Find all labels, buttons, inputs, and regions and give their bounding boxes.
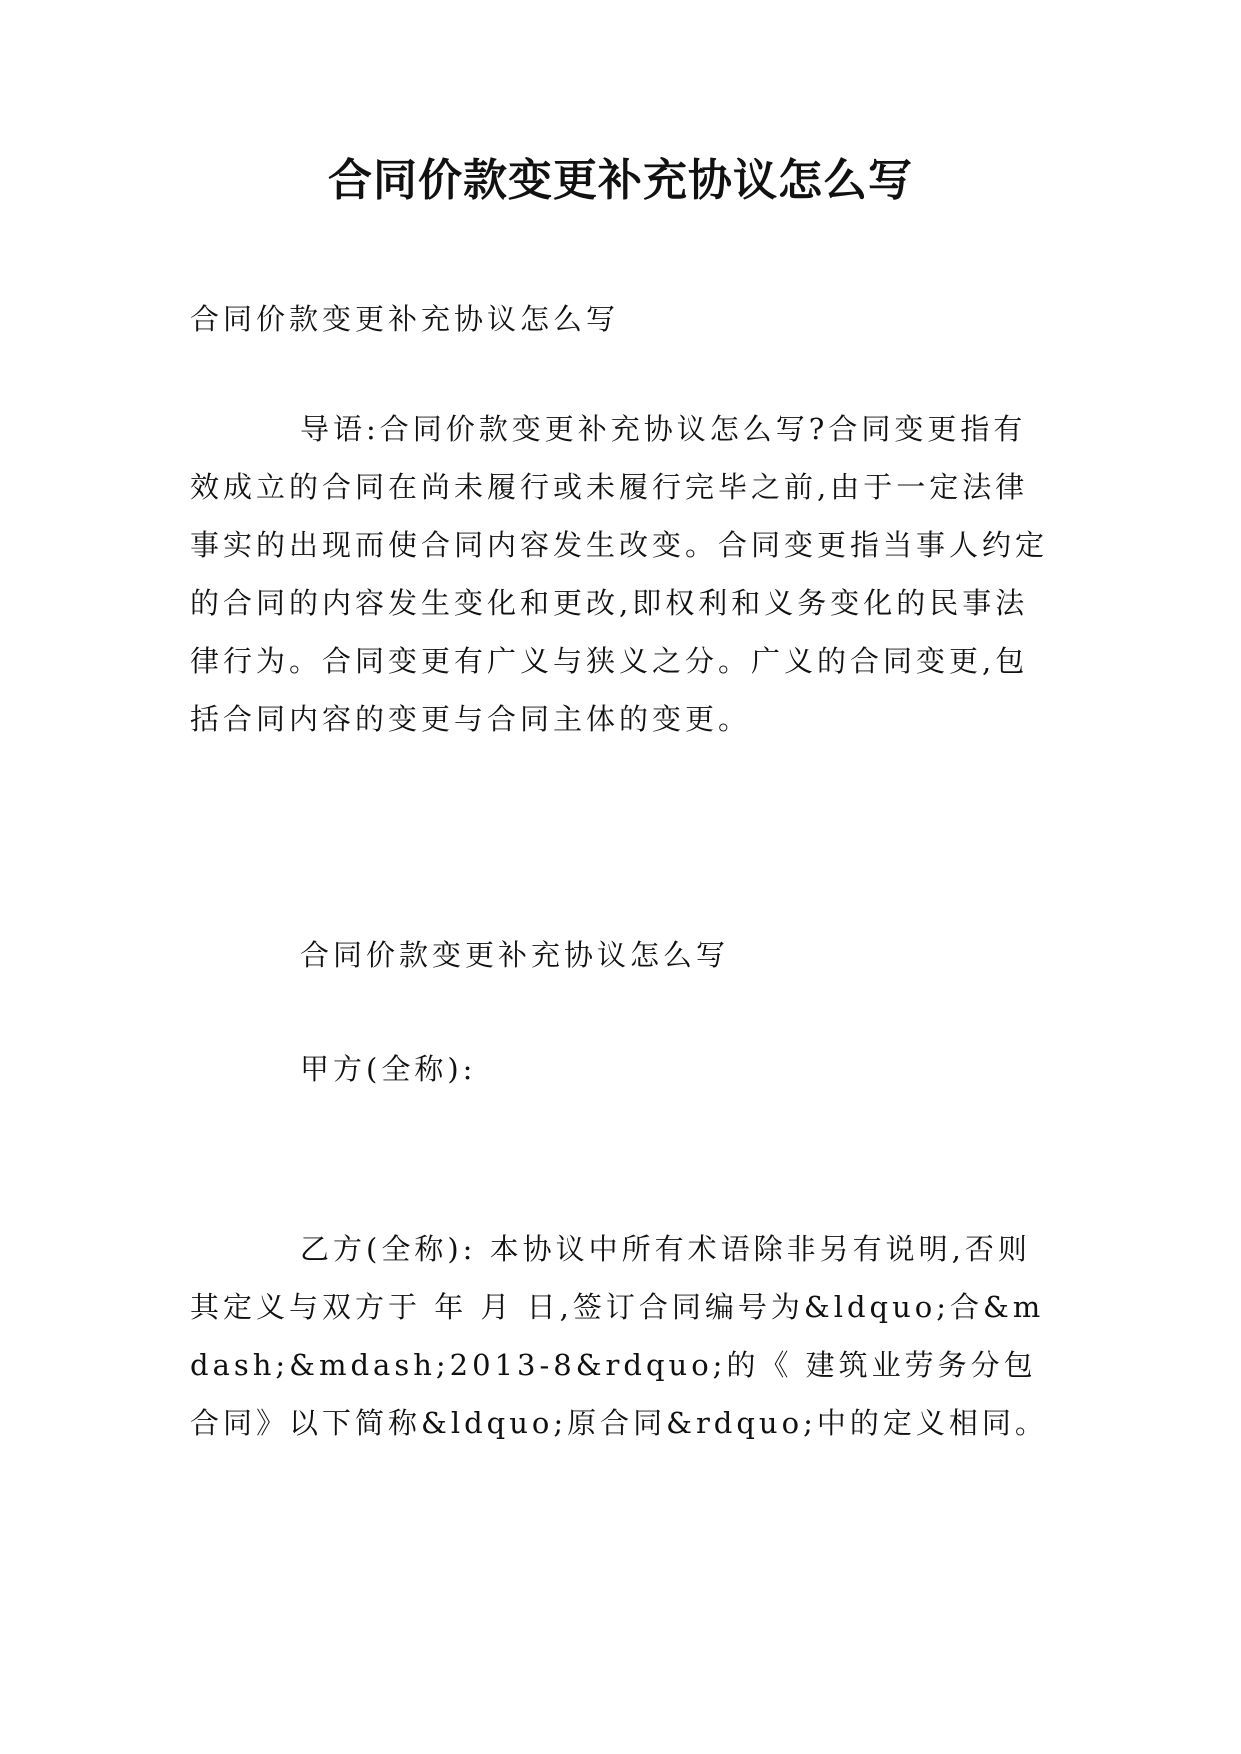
intro-paragraph: 导语:合同价款变更补充协议怎么写?合同变更指有效成立的合同在尚未履行或未履行完毕之前,由于一定法律事实的出现而使合同内容发生改变。合同变更指当事人约定的合同的内容发生变化和更改,即权利和义务变化的民事法律行为。合同变更有广义与狭义之分。广义的合同变更,包括合同内容的变更与合同主体的变更。 bbox=[190, 412, 1049, 736]
document-heading: 合同价款变更补充协议怎么写 bbox=[190, 302, 620, 336]
party-b-paragraph: 乙方(全称): 本协议中所有术语除非另有说明,否则其定义与双方于 年 月 日,签订合同编号为&ldquo;合&mdash;&mdash;2013-8&rdquo;的《 建筑业劳务分包合同》以下简称&ldquo;原合同&rdquo;中的定义相同。 bbox=[190, 1232, 1048, 1440]
party-a-line: 甲方(全称): bbox=[300, 1052, 477, 1086]
agreement-subtitle: 合同价款变更补充协议怎么写 bbox=[300, 938, 730, 972]
document-title: 合同价款变更补充协议怎么写 bbox=[328, 155, 913, 206]
